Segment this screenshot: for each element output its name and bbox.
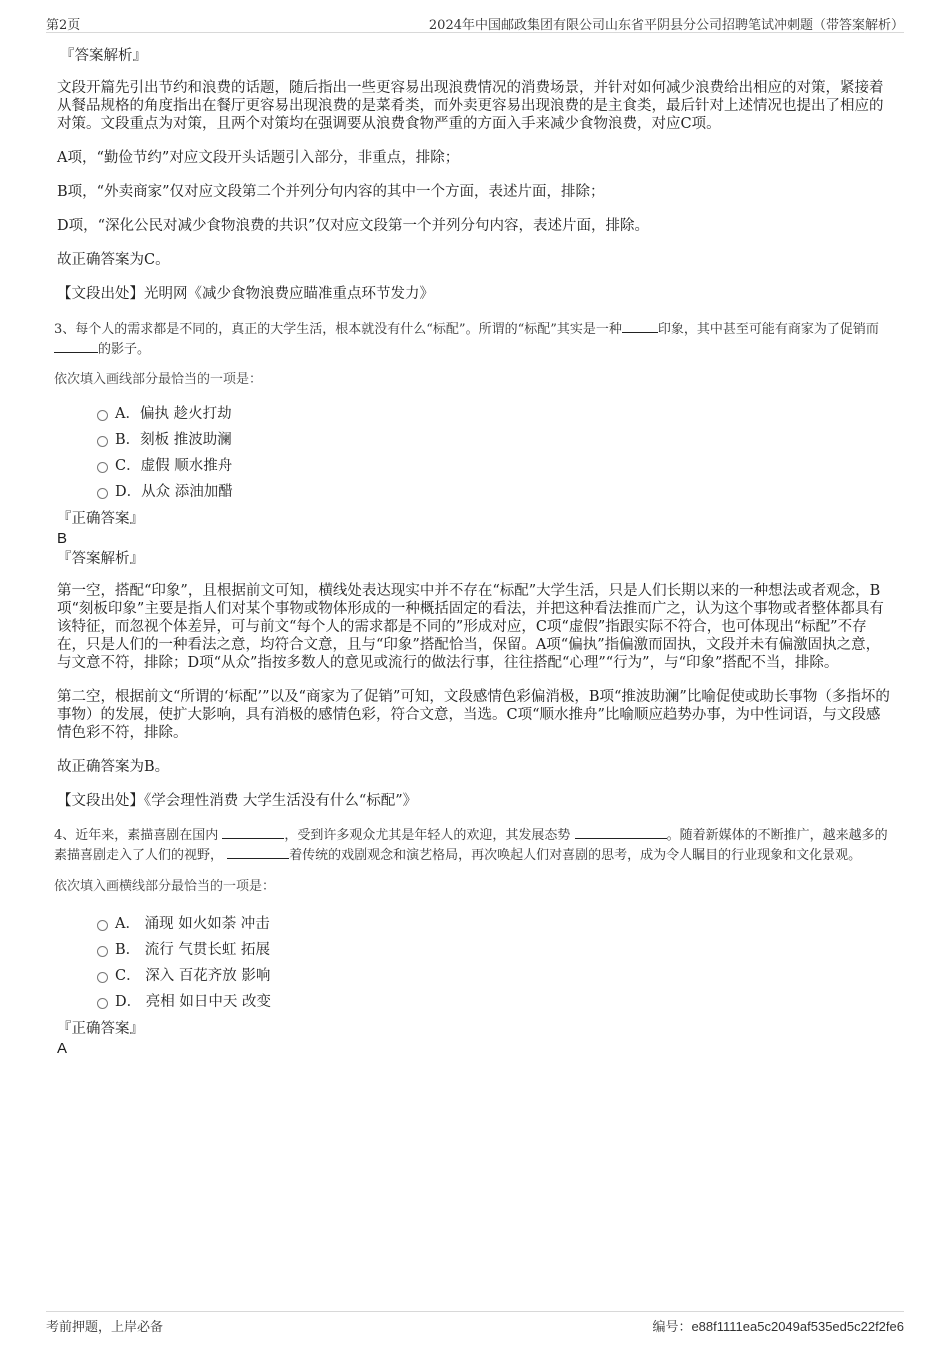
q3-analysis-paragraph-1: 第一空，搭配“印象”，且根据前文可知，横线处表达现实中并不存在“标配”大学生活，只是人们长期以来的一种想法或者观念，B项“刻板印象”主要是指人们对某个事物或物体形成的一种概括固定的看法，并把这种看法推而广之，认为这个事物或者整体都具有该特征，而忽视个体差异，可与前文“每个人的需求都是不同的”形成对应，C项“虚假”指跟实际不符合，也可体现出“标配”不存在，只是人们的一种看法之意，均符合文意，且与“印象”搭配恰当，保留。A项“偏执”指偏激而固执，文段并未有偏激固执之意，与文意不符，排除；D项“从众”指按多数人的意见或流行的做法行事，往往搭配“心理”“行为”，与“印象”搭配不当，排除。 (57, 583, 884, 671)
radio-button[interactable] (97, 946, 108, 957)
page-header (46, 12, 904, 33)
q3-analysis-paragraph-2: 第二空，根据前文“所谓的‘标配’”以及“商家为了促销”可知，文段感情色彩偏消极，B项“推波助澜”比喻促使或助长事物（多指坏的事物）的发展，使扩大影响，具有消极的感情色彩，符合文意，当选。C项“顺水推舟”比喻顺应趋势办事，为中性词语，与文段感情色彩不符，排除。 (57, 689, 890, 741)
q2-conclusion: 故正确答案为C。 (57, 252, 170, 268)
q2-analysis-option-b: B项，“外卖商家”仅对应文段第二个并列分句内容的其中一个方面，表述片面，排除； (57, 184, 605, 200)
q3-correct-tag: 『正确答案』 (57, 511, 144, 527)
q3-correct-answer: B (57, 530, 68, 547)
q3-option-a[interactable]: A．偏执 趁火打劫 (97, 401, 893, 427)
q4-instruction: 依次填入画横线部分最恰当的一项是： (54, 879, 276, 894)
radio-button[interactable] (97, 972, 108, 983)
radio-button[interactable] (97, 920, 108, 931)
radio-button[interactable] (97, 462, 108, 473)
q3-stem: 3、每个人的需求都是不同的，真正的大学生活，根本就没有什么“标配”。所谓的“标配”其实是一种 印象，其中甚至可能有商家为了促销而的影子。 (54, 322, 879, 357)
page-number: 第2页 (46, 18, 81, 33)
q2-analysis-tag: 『答案解析』 (60, 48, 147, 64)
q4-correct-tag: 『正确答案』 (57, 1021, 144, 1037)
q4-option-c[interactable]: C． 深入 百花齐放 影响 (97, 963, 893, 989)
q4-blank-3 (227, 846, 289, 859)
radio-button[interactable] (97, 436, 108, 447)
document-title: 2024年中国邮政集团有限公司山东省平阴县分公司招聘笔试冲刺题（带答案解析） (428, 18, 904, 33)
q3-option-d[interactable]: D．从众 添油加醋 (97, 479, 893, 505)
q3-option-b[interactable]: B．刻板 推波助澜 (97, 427, 893, 453)
q2-analysis-paragraph: 文段开篇先引出节约和浪费的话题，随后指出一些更容易出现浪费情况的消费场景，并针对如何减少浪费给出相应的对策，紧接着从餐品规格的角度指出在餐厅更容易出现浪费的是菜肴类，而外卖更容易出现浪费的是主食类，最后针对上述情况也提出了相应的对策。文段重点为对策，且两个对策均在强调要从浪费食物严重的方面入手来减少食物浪费，对应C项。 (57, 80, 884, 132)
q2-analysis-option-a: A项，“勤俭节约”对应文段开头话题引入部分，非重点，排除； (57, 150, 460, 166)
q3-analysis-tag: 『答案解析』 (57, 551, 144, 567)
q4-stem: 4、近年来，素描喜剧在国内 ，受到许多观众尤其是年轻人的欢迎，其发展态势 。随着新媒体的不断推广，越来越多的素描喜剧走入了人们的视野， 着传统的戏剧观念和演艺格局，再次唤起人们对喜剧的思考，成为令人瞩目的行业现象和文化景观。 (54, 828, 888, 863)
main-content (54, 46, 893, 1059)
footer-slogan: 考前押题，上岸必备 (46, 1320, 164, 1335)
q4-correct-answer: A (57, 1040, 68, 1057)
q3-instruction: 依次填入画线部分最恰当的一项是： (54, 372, 263, 387)
q4-blank-1 (222, 826, 284, 839)
q4-option-b[interactable]: B． 流行 气贯长虹 拓展 (97, 937, 893, 963)
q4-options (97, 911, 893, 1015)
page-footer (46, 1311, 904, 1336)
radio-button[interactable] (97, 998, 108, 1009)
q3-conclusion: 故正确答案为B。 (57, 759, 170, 775)
q3-option-c[interactable]: C．虚假 顺水推舟 (97, 453, 893, 479)
q3-source: 【文段出处】《学会理性消费 大学生活没有什么“标配”》 (57, 793, 418, 809)
radio-button[interactable] (97, 410, 108, 421)
q3-blank-1 (622, 320, 658, 333)
q2-analysis-option-d: D项，“深化公民对减少食物浪费的共识”仅对应文段第一个并列分句内容，表述片面，排除。 (57, 218, 649, 234)
q3-options (97, 401, 893, 505)
q2-source: 【文段出处】光明网《减少食物浪费应瞄准重点环节发力》 (57, 286, 434, 302)
q3-blank-2 (54, 340, 98, 353)
q4-option-a[interactable]: A． 涌现 如火如荼 冲击 (97, 911, 893, 937)
q4-option-d[interactable]: D． 亮相 如日中天 改变 (97, 989, 893, 1015)
document-code: 编号：e88f1111ea5c2049af535ed5c22f2fe6 (652, 1319, 904, 1335)
q4-blank-2 (575, 826, 667, 839)
radio-button[interactable] (97, 488, 108, 499)
